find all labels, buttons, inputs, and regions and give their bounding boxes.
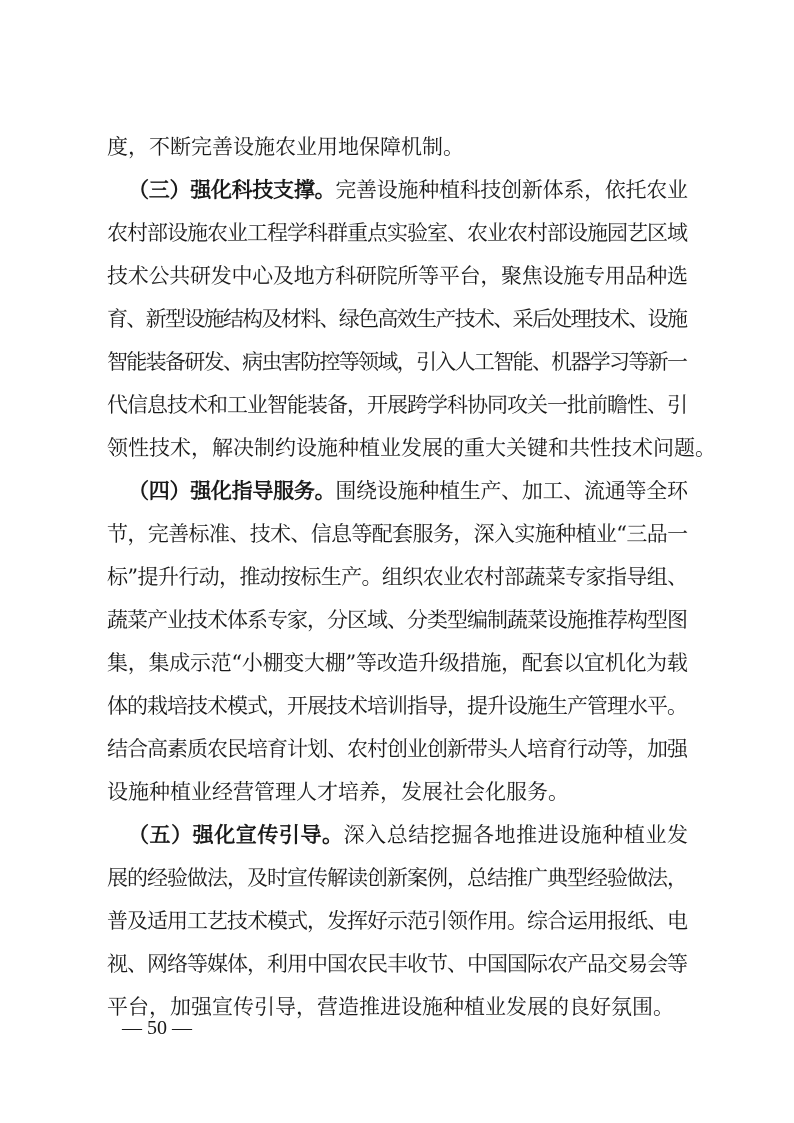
text-line	[0, 858, 794, 898]
line-text: 蔬菜产业技术体系专家，分区域、分类型编制蔬菜设施推荐构型图	[107, 608, 687, 632]
section-heading: （三）强化科技支撑。	[128, 178, 336, 202]
line-text: 深入总结挖掘各地推进设施种植业发	[343, 823, 689, 847]
line-text: 代信息技术和工业智能装备，开展跨学科协同攻关一批前瞻性、引	[107, 393, 687, 417]
line-text: 领性技术，解决制约设施种植业发展的重大关键和共性技术问题。	[107, 436, 716, 460]
text-line	[0, 299, 794, 339]
line-text: 育、新型设施结构及材料、绿色高效生产技术、采后处理技术、设施	[107, 307, 687, 331]
text-line	[0, 772, 794, 812]
line-text: 标”提升行动，推动按标生产。组织农业农村部蔬菜专家指导组、	[107, 565, 688, 589]
section-heading: （四）强化指导服务。	[128, 479, 336, 503]
section-heading: （五）强化宣传引导。	[128, 823, 344, 847]
line-text: 智能装备研发、病虫害防控等领域，引入人工智能、机器学习等新一	[107, 350, 687, 374]
line-text: 围绕设施种植生产、加工、流通等全环	[335, 479, 688, 503]
text-line	[0, 514, 794, 554]
line-text: 结合高素质农民培育计划、农村创业创新带头人培育行动等，加强	[107, 737, 687, 761]
line-text: 设施种植业经营管理人才培养，发展社会化服务。	[107, 780, 569, 804]
text-line	[0, 342, 794, 382]
text-line	[0, 385, 794, 425]
text-line	[0, 127, 794, 167]
line-text: 农村部设施农业工程学科群重点实验室、农业农村部设施园艺区域	[107, 221, 687, 245]
line-text: 体的栽培技术模式，开展技术培训指导，提升设施生产管理水平。	[107, 694, 687, 718]
line-text: 集，集成示范“小棚变大棚”等改造升级措施，配套以宜机化为载	[107, 651, 688, 675]
text-line	[0, 428, 794, 468]
line-text: 节，完善标准、技术、信息等配套服务，深入实施种植业“三品一	[107, 522, 688, 546]
text-line	[0, 600, 794, 640]
text-line	[0, 944, 794, 984]
text-line	[0, 686, 794, 726]
text-line	[0, 987, 794, 1027]
text-line	[0, 643, 794, 683]
line-text: 普及适用工艺技术模式，发挥好示范引领作用。综合运用报纸、电	[107, 909, 687, 933]
section-heading-line	[0, 170, 794, 210]
text-line	[0, 256, 794, 296]
text-line	[0, 729, 794, 769]
line-text: 技术公共研发中心及地方科研院所等平台，聚焦设施专用品种选	[107, 264, 688, 288]
line-text: 度，不断完善设施农业用地保障机制。	[107, 135, 464, 159]
line-text: 视、网络等媒体，利用中国农民丰收节、中国国际农产品交易会等	[107, 952, 687, 976]
section-heading-line	[0, 471, 794, 511]
page-number: — 50 —	[122, 1017, 192, 1039]
text-line	[0, 901, 794, 941]
line-text: 展的经验做法，及时宣传解读创新案例，总结推广典型经验做法，	[107, 866, 687, 890]
section-heading-line	[0, 815, 794, 855]
line-text: 完善设施种植科技创新体系，依托农业	[335, 178, 688, 202]
line-text: 平台，加强宣传引导，营造推进设施种植业发展的良好氛围。	[107, 995, 674, 1019]
text-line	[0, 213, 794, 253]
text-line	[0, 557, 794, 597]
